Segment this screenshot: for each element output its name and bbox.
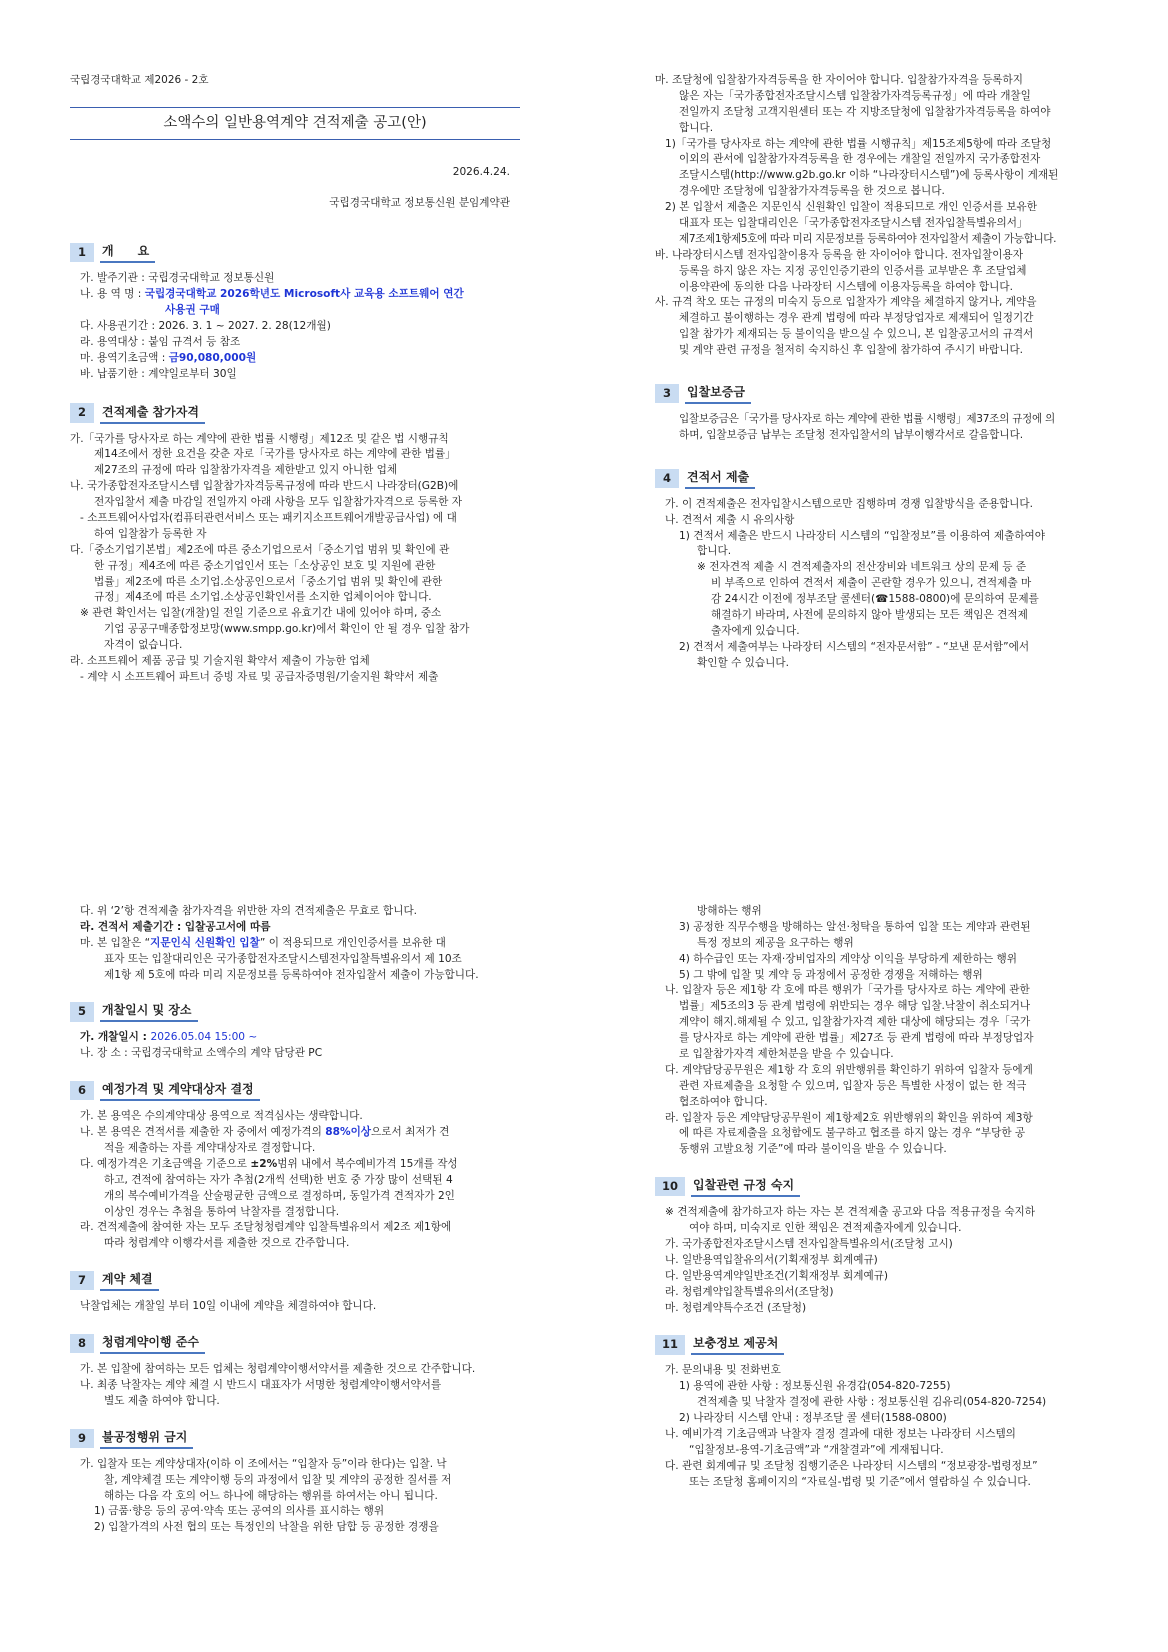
- base-amount-value: 금90,080,000원: [168, 351, 257, 364]
- s10-line: 여야 하며, 미숙지로 인한 책임은 견적제출자에게 있습니다.: [689, 1222, 962, 1235]
- s2-line: 라. 소프트웨어 제품 공급 및 기술지원 확약서 제출이 가능한 업체: [70, 654, 370, 667]
- s2-line: 제27조의 규정에 따라 입찰참가자격을 제한받고 있지 아니한 업체: [94, 464, 398, 477]
- rt-line: 등록을 하지 않은 자는 지정 공인인증기관의 인증서를 교부받은 후 조달업체: [679, 264, 1027, 277]
- section-number: 6: [70, 1081, 94, 1100]
- rb-line: 동행위 고발요청 기준”에 따라 불이익을 받을 수 있습니다.: [679, 1143, 947, 1156]
- service-name-value: 국립경국대학교 2026학년도 Microsoft사 교육용 소프트웨어 연간: [144, 288, 464, 301]
- s10-line: 나. 일반용역입찰유의서(기획재정부 회계예규): [665, 1253, 878, 1266]
- lb-fingerprint-line: 마. 본 입찰은 “지문인식 신원확인 입찰” 이 적용되므로 개인인증서를 보유한 대: [80, 936, 446, 949]
- s11-line: 나. 예비가격 기초금액과 낙찰자 결정 결과에 대한 정보는 나라장터 시스템의: [665, 1428, 1016, 1441]
- s4-line: 감 24시간 이전에 정부조달 콜센터(☎1588-0800)에 문의하여 문제를: [711, 593, 1039, 606]
- opening-time-value: 2026.05.04 15:00 ~: [150, 1031, 258, 1044]
- page1-right-column: [655, 73, 1110, 672]
- rb-line: 협조하여야 합니다.: [679, 1095, 768, 1108]
- s4-line: 나. 견적서 제출 시 유의사항: [665, 513, 795, 526]
- lb-line: 다. 위 ‘2’항 견적제출 참가자격을 위반한 자의 견적제출은 무효로 합니다.: [80, 905, 418, 917]
- s2-line: 제14조에서 정한 요건을 갖춘 자로「국가를 당사자로 하는 계약에 관한 법률」: [94, 448, 456, 461]
- s6-line: 이상인 경우는 추첨을 통하여 낙찰자를 결정합니다.: [104, 1205, 340, 1218]
- page1-left-column: [70, 73, 520, 686]
- s8-line: 나. 최종 낙찰자는 계약 체결 시 반드시 대표자가 서명한 청렴계약이행서약서를: [80, 1379, 442, 1392]
- rb-line: 로 입찰참가자격 제한처분을 받을 수 있습니다.: [679, 1048, 894, 1061]
- section-10-heading: [655, 1176, 1110, 1197]
- s2-line: 기업 공공구매종합정보망(www.smpp.go.kr)에서 확인이 안 될 경우 입찰 참가: [104, 623, 470, 636]
- rt-line: 합니다.: [679, 121, 714, 134]
- s4-line: 출자에게 있습니다.: [711, 624, 800, 637]
- rb-line: 를 당사자로 하는 계약에 관한 법률」제27조 등 관계 법령에 따라 부정당업자: [679, 1032, 1034, 1045]
- s9-line: 해하는 다음 각 호의 어느 하나에 해당하는 행위를 하여서는 아니 됩니다.: [104, 1489, 438, 1502]
- rt-line: 이외의 관서에 입찰참가자격등록을 한 경우에는 개찰일 전일까지 국가종합전자: [679, 153, 1041, 166]
- s5-opening-time: 가. 개찰일시 : 2026.05.04 15:00 ~: [80, 1031, 258, 1044]
- section-4-heading: [655, 468, 1110, 489]
- section-title: 개 요: [100, 242, 155, 263]
- s3-line: 하며, 입찰보증금 납부는 조달청 전자입찰서의 납부이행각서로 갈음합니다.: [679, 428, 1024, 441]
- rb-line: 다. 계약담당공무원은 제1항 각 호의 위반행위를 확인하기 위하여 입찰자 등에게: [665, 1063, 1033, 1076]
- page2-right-column: [655, 904, 1110, 1491]
- section-2-heading: [70, 403, 520, 424]
- s6-line: 적을 제출하는 자를 계약대상자로 결정합니다.: [104, 1142, 316, 1155]
- section-title: 예정가격 및 계약대상자 결정: [100, 1080, 260, 1101]
- section-3-heading: [655, 383, 1110, 404]
- s1-line: 라. 용역대상 : 붙임 규격서 등 참조: [80, 335, 241, 348]
- issuer: 국립경국대학교 정보통신원 분임계약관: [329, 197, 510, 210]
- rt-line: 1)「국가를 당사자로 하는 계약에 관한 법률 시행규칙」제15조제5항에 따라 조달청: [665, 137, 1052, 150]
- s6-line: 가. 본 용역은 수의계약대상 용역으로 적격심사는 생략합니다.: [80, 1110, 363, 1123]
- s11-line: 가. 문의내용 및 전화번호: [665, 1364, 781, 1377]
- rb-line: 방해하는 행위: [697, 905, 762, 917]
- section-number: 1: [70, 243, 94, 262]
- rt-line: 사. 규격 착오 또는 규정의 미숙지 등으로 입찰자가 계약을 체결하지 않거나, 계약을: [655, 296, 1037, 309]
- s2-line: 규정」제4조에 따른 소기업.소상공인확인서를 소지한 업체이어야 합니다.: [94, 591, 432, 604]
- section-title: 견적제출 참가자격: [100, 403, 205, 424]
- rb-line: 나. 입찰자 등은 제1항 각 호에 따른 행위가「국가를 당사자로 하는 계약에 관한: [665, 984, 1030, 997]
- s1-line: 다. 사용권기간 : 2026. 3. 1 ~ 2027. 2. 28(12개월): [80, 319, 331, 332]
- s2-line: 자격이 없습니다.: [104, 639, 183, 652]
- section-number: 9: [70, 1429, 94, 1448]
- s6-line: 따라 청렴계약 이행각서를 제출한 것으로 간주합니다.: [104, 1237, 350, 1250]
- s2-line: - 계약 시 소프트웨어 파트너 증빙 자료 및 공급자증명원/기술지원 확약서 제출: [80, 670, 439, 683]
- s4-line: 가. 이 견적제출은 전자입찰시스템으로만 집행하며 경쟁 입찰방식을 준용합니다.: [665, 497, 1034, 510]
- s8-line: 별도 제출 하여야 합니다.: [104, 1394, 220, 1407]
- section-title: 불공정행위 금지: [100, 1428, 193, 1449]
- rb-line: 라. 입찰자 등은 계약담당공무원이 제1항제2호 위반행위의 확인을 위하여 제3항: [665, 1111, 1033, 1124]
- s2-line: 하여 입찰참가 등록한 자: [94, 527, 207, 540]
- s9-line: 1) 금품·향응 등의 공여·약속 또는 공여의 의사를 표시하는 행위: [94, 1505, 385, 1518]
- section-title: 입찰보증금: [685, 383, 751, 404]
- s11-line: 1) 용역에 관한 사항 : 정보통신원 유경갑(054-820-7255): [679, 1380, 951, 1393]
- section-number: 2: [70, 403, 94, 422]
- s2-line: - 소프트웨어사업자(컴퓨터관련서비스 또는 패키지소프트웨어개발공급사업) 에 대: [80, 511, 457, 524]
- section-6-heading: [70, 1080, 525, 1101]
- s11-line: 또는 조달청 홈페이지의 “자료실-법령 및 기준”에서 열람하실 수 있습니다.: [689, 1475, 1031, 1488]
- section-9-heading: [70, 1428, 525, 1449]
- s10-line: 가. 국가종합전자조달시스템 전자입찰특별유의서(조달청 고시): [665, 1238, 953, 1251]
- rt-line: 제7조제1항제5호에 따라 미리 지문정보를 등록하여야 전자입찰서 제출이 가능합니다.: [679, 232, 1057, 245]
- notice-date: 2026.4.24.: [452, 165, 510, 178]
- section-title: 견적서 제출: [685, 468, 755, 489]
- range-value: ±2%: [250, 1157, 278, 1170]
- s9-line: 찰, 계약체결 또는 계약이행 등의 과정에서 입찰 및 계약의 공정한 질서를 저: [104, 1473, 452, 1486]
- rb-line: 계약이 해지.해제될 수 있고, 입찰참가자격 제한 대상에 해당되는 경우「국가: [679, 1016, 1031, 1029]
- s10-line: 다. 일반용역계약일반조건(기획재정부 회계예규): [665, 1269, 889, 1282]
- rt-line: 이용약관에 동의한 다음 나라장터 시스템에 이용자등록을 하여야 합니다.: [679, 280, 1013, 293]
- s2-line: 법률」제2조에 따른 소기업.소상공인으로서「중소기업 범위 및 확인에 관한: [94, 575, 443, 588]
- rb-line: 3) 공정한 직무수행을 방해하는 알선·청탁을 통하여 입찰 또는 계약과 관련된: [679, 920, 1031, 933]
- s10-line: 마. 청렴계약특수조건 (조달청): [665, 1301, 807, 1314]
- s2-line: 다.「중소기업기본법」제2조에 따른 중소기업으로서「중소기업 범위 및 확인에 관: [70, 543, 450, 556]
- s2-line: 전자입찰서 제출 마감일 전일까지 아래 사항을 모두 입찰참가자격으로 등록한 자: [94, 496, 463, 509]
- s4-note: ※ 전자견적 제출 시 견적제출자의 전산장비와 네트워크 상의 문제 등 준: [697, 561, 1027, 574]
- rb-line: 법률」제5조의3 등 관계 법령에 위반되는 경우 해당 입찰.낙찰이 취소되거나: [679, 1000, 1031, 1013]
- s6-range-line: 다. 예정가격은 기초금액을 기준으로 ±2%범위 내에서 복수예비가격 15개를 작성: [80, 1157, 458, 1170]
- s2-note: ※ 관련 확인서는 입찰(개찰)일 전일 기준으로 유효기간 내에 있어야 하며, 중소: [80, 607, 442, 620]
- section-7-heading: [70, 1270, 525, 1291]
- fingerprint-bid-value: 지문인식 신원확인 입찰: [150, 936, 260, 949]
- rt-line: 체결하고 불이행하는 경우 관계 법령에 따라 부정당업자로 제재되어 일정기간: [679, 312, 1034, 325]
- section-8-heading: [70, 1333, 525, 1354]
- s1-line: 바. 납품기한 : 계약일로부터 30일: [80, 367, 237, 380]
- rt-line: 및 계약 관련 규정을 철저히 숙지하신 후 입찰에 참가하여 주시기 바랍니다.: [679, 344, 1024, 357]
- s11-line: 다. 관련 회계예규 및 조달청 집행기준은 나라장터 시스템의 “정보광장-법령정보”: [665, 1459, 1038, 1472]
- rt-line: 경우에만 조달청에 입찰참가자격등록을 한 것으로 봅니다.: [679, 185, 945, 198]
- s1-service-name-cont: 사용권 구매: [165, 304, 220, 317]
- s6-line: 하고, 견적에 참여하는 자가 추첨(2개씩 선택)한 번호 중 가장 많이 선택된 4: [104, 1173, 453, 1186]
- section-1-heading: [70, 242, 520, 263]
- section-title: 청렴계약이행 준수: [100, 1333, 205, 1354]
- section-title: 보충정보 제공처: [691, 1334, 784, 1355]
- rb-line: 5) 그 밖에 입찰 및 계약 등 과정에서 공정한 경쟁을 저해하는 행위: [679, 968, 983, 981]
- s4-line: 1) 견적서 제출은 반드시 나라장터 시스템의 “입찰정보”를 이용하여 제출하여야: [679, 529, 1046, 542]
- s1-base-amount: 마. 용역기초금액 : 금90,080,000원: [80, 351, 257, 364]
- s4-line: 2) 견적서 제출여부는 나라장터 시스템의 “전자문서함” - “보낸 문서함”에서: [679, 640, 1030, 653]
- lb-line: 라. 견적서 제출기간 : 입찰공고서에 따름: [80, 920, 271, 933]
- s5-line: 나. 장 소 : 국립경국대학교 소액수의 계약 담당관 PC: [80, 1047, 323, 1060]
- s8-line: 가. 본 입찰에 참여하는 모든 업체는 청렴계약이행서약서를 제출한 것으로 간주합니다.: [80, 1363, 476, 1376]
- s11-line: 2) 나라장터 시스템 안내 : 정부조달 콜 센터(1588-0800): [679, 1412, 947, 1425]
- s2-line: 한 규정」제4조에 따른 중소기업인서 또는「소상공인 보호 및 지원에 관한: [94, 559, 436, 572]
- rb-line: 특정 정보의 제공을 요구하는 행위: [697, 936, 854, 949]
- rt-line: 바. 나라장터시스템 전자입찰이용자 등록을 한 자이어야 합니다. 전자입찰이용자: [655, 248, 1024, 261]
- s6-rate-line: 나. 본 용역은 견적서를 제출한 자 중에서 예정가격의 88%이상으로서 최저가 견: [80, 1126, 450, 1139]
- s4-line: 합니다.: [697, 545, 732, 558]
- section-title: 계약 체결: [100, 1270, 159, 1291]
- s7-line: 낙찰업체는 개찰일 부터 10일 이내에 계약을 체결하여야 합니다.: [80, 1300, 377, 1313]
- section-title: 개찰일시 및 장소: [100, 1001, 198, 1022]
- section-11-heading: [655, 1334, 1110, 1355]
- s2-line: 가.「국가를 당사자로 하는 계약에 관한 법률 시행령」제12조 및 같은 법 시행규칙: [70, 432, 449, 445]
- rt-line: 않은 자는「국가종합전자조달시스템 입찰참가자격등록규정」에 따라 개찰일: [679, 89, 1031, 102]
- doc-number: 국립경국대학교 제2026 - 2호: [70, 74, 209, 86]
- s4-line: 비 부족으로 인하여 견적서 제출이 곤란할 경우가 있으니, 견적제출 마: [711, 577, 1032, 590]
- rate-value: 88%이상: [325, 1126, 372, 1139]
- s1-line: 가. 발주기관 : 국립경국대학교 정보통신원: [80, 272, 275, 285]
- section-title: 입찰관련 규정 숙지: [691, 1176, 800, 1197]
- rb-line: 에 따른 자료제출을 요청함에도 불구하고 협조를 하지 않는 경우 “부당한 공: [679, 1127, 1026, 1140]
- s3-line: 입찰보증금은「국가를 당사자로 하는 계약에 관한 법률 시행령」제37조의 규정에 의: [679, 413, 1055, 426]
- s10-note: ※ 견적제출에 참가하고자 하는 자는 본 견적제출 공고와 다음 적용규정을 숙지하: [665, 1206, 1036, 1219]
- s6-line: 개의 복수예비가격을 산술평균한 금액으로 결정하며, 동일가격 견적자가 2인: [104, 1189, 455, 1202]
- section-number: 7: [70, 1271, 94, 1290]
- lb-line: 표자 또는 입찰대리인은 국가종합전자조달시스템전자입찰특별유의서 제 10조: [104, 952, 462, 965]
- section-5-heading: [70, 1001, 525, 1022]
- rb-line: 4) 하수급인 또는 자재·장비업자의 계약상 이익을 부당하게 제한하는 행위: [679, 952, 1017, 965]
- s9-line: 가. 입찰자 또는 계약상대자(이하 이 조에서는 “입찰자 등”이라 한다)는 입찰. 낙: [80, 1457, 447, 1470]
- section-number: 8: [70, 1334, 94, 1353]
- s9-line: 2) 입찰가격의 사전 협의 또는 특정인의 낙찰을 위한 담합 등 공정한 경쟁을: [94, 1521, 439, 1534]
- s1-service-name: 나. 용 역 명 : 국립경국대학교 2026학년도 Microsoft사 교육용 소프트웨어 연간: [80, 288, 464, 301]
- rt-line: 전일까지 조달청 고객지원센터 또는 각 지방조달청에 입찰참가자격등록을 하여야: [679, 105, 1051, 118]
- s6-line: 라. 견적제출에 참여한 자는 모두 조달청청렴계약 입찰특별유의서 제2조 제1항에: [80, 1221, 452, 1234]
- lb-line: 제1항 제 5호에 따라 미리 지문정보를 등록하여야 전자입찰서 제출이 가능합니다.: [104, 968, 479, 981]
- s4-line: 확인할 수 있습니다.: [697, 656, 789, 669]
- s11-line: 견적제출 및 낙찰자 결정에 관한 사항 : 정보통신원 김유리(054-820-7254): [697, 1396, 1047, 1409]
- section-number: 4: [655, 469, 679, 488]
- rt-line: 조달시스템(http://www.g2b.go.kr 이하 “나라장터시스템”)에 등록사항이 게재된: [679, 169, 1059, 182]
- rt-line: 2) 본 입찰서 제출은 지문인식 신원확인 입찰이 적용되므로 개인 인증서를 보유한: [665, 201, 1038, 214]
- rt-line: 대표자 또는 입찰대리인은「국가종합전자조달시스템 전자입찰특별유의서」: [679, 217, 1028, 230]
- s4-line: 해결하기 바라며, 사전에 문의하지 않아 발생되는 모든 책임은 견적제: [711, 609, 1028, 622]
- rb-line: 관련 자료제출을 요청할 수 있으며, 입찰자 등은 특별한 사정이 없는 한 적극: [679, 1079, 1027, 1092]
- section-number: 10: [655, 1177, 685, 1196]
- page2-left-column: [70, 904, 525, 1536]
- section-number: 3: [655, 384, 679, 403]
- s2-line: 나. 국가종합전자조달시스템 입찰참가자격등록규정에 따라 반드시 나라장터(G2B)에: [70, 480, 459, 493]
- rt-line: 마. 조달청에 입찰참가자격등록을 한 자이어야 합니다. 입찰참가자격을 등록하지: [655, 74, 1024, 86]
- page-title: 소액수의 일반용역계약 견적제출 공고(안): [70, 107, 520, 140]
- s11-line: “입찰정보-용역-기초금액”과 “개찰결과”에 게재됩니다.: [689, 1443, 944, 1456]
- section-number: 5: [70, 1002, 94, 1021]
- rt-line: 입찰 참가가 제재되는 등 불이익을 받으실 수 있으니, 본 입찰공고서의 규격서: [679, 328, 1034, 341]
- s10-line: 라. 청렴계약입찰특별유의서(조달청): [665, 1285, 834, 1298]
- section-number: 11: [655, 1335, 685, 1354]
